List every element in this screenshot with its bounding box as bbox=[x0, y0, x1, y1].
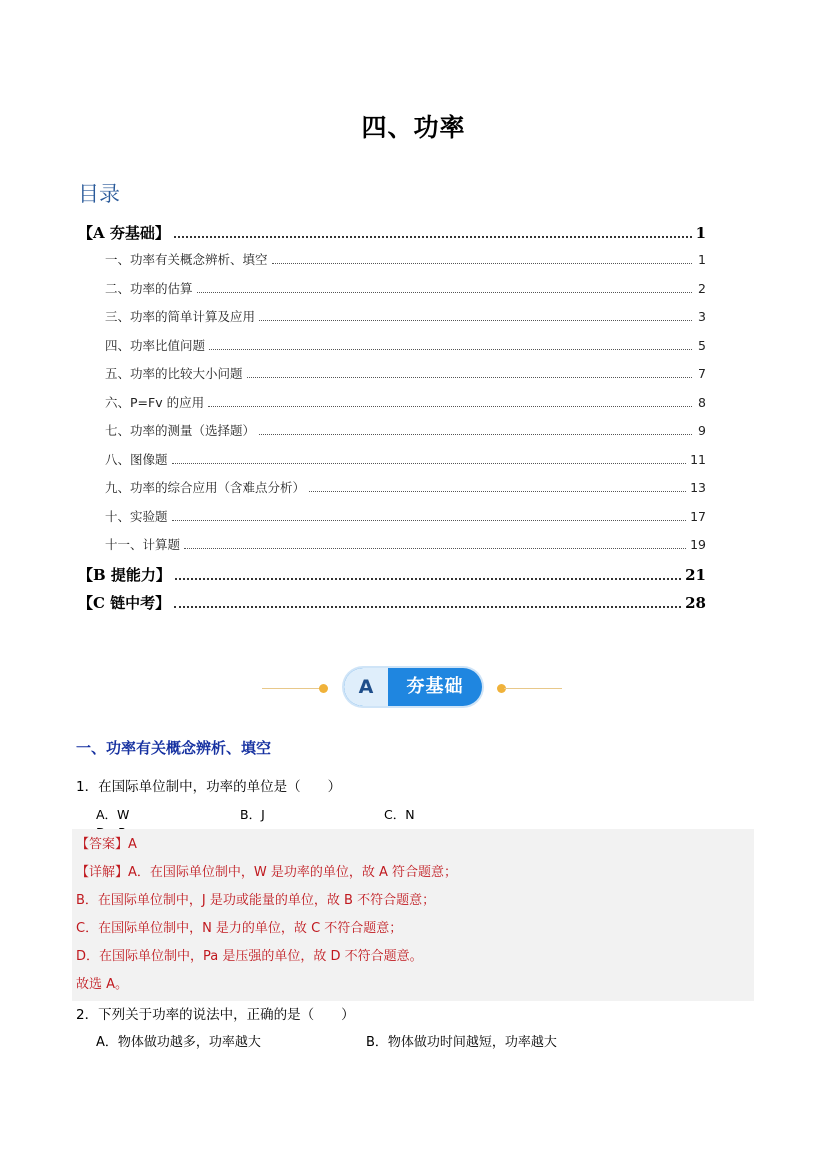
question-1-stem: 1．在国际单位制中，功率的单位是（ ） bbox=[76, 779, 342, 795]
toc-item-label: 八、图像题 bbox=[105, 451, 168, 467]
toc-page-number: 8 bbox=[698, 394, 706, 410]
toc-section-c-label: 【C 链中考】 bbox=[78, 593, 171, 612]
toc-heading: 目录 bbox=[78, 182, 120, 206]
toc-page-number: 28 bbox=[685, 593, 706, 612]
option-a: A．物体做功越多，功率越大 bbox=[96, 1035, 261, 1050]
toc-item[interactable] bbox=[78, 478, 706, 507]
toc-section-c[interactable] bbox=[78, 592, 706, 616]
question-2-options bbox=[96, 1031, 656, 1050]
toc-page-number: 19 bbox=[690, 537, 706, 552]
toc-item[interactable] bbox=[78, 450, 706, 479]
banner-letter: A bbox=[344, 668, 388, 706]
toc-item-label: 二、功率的估算 bbox=[105, 280, 193, 296]
toc-item-label: 一、功率有关概念辨析、填空 bbox=[105, 252, 268, 267]
toc-page-number: 2 bbox=[698, 280, 706, 296]
toc-item[interactable] bbox=[78, 393, 706, 422]
banner-line-right bbox=[504, 688, 562, 689]
toc-leader bbox=[208, 406, 692, 407]
option-a: A．W bbox=[96, 807, 130, 822]
explanation-line-4: D．在国际单位制中，Pa 是压强的单位，故 D 不符合题意。 bbox=[76, 949, 423, 964]
toc-item-label: 五、功率的比较大小问题 bbox=[105, 366, 243, 381]
answer-line: 【答案】A bbox=[76, 837, 137, 852]
toc-item[interactable] bbox=[78, 250, 706, 279]
toc-section-b[interactable] bbox=[78, 564, 706, 588]
toc-item-label: 七、功率的测量（选择题） bbox=[105, 423, 256, 438]
toc-leader bbox=[172, 520, 687, 521]
toc-page-number: 17 bbox=[690, 508, 706, 524]
toc-page-number: 1 bbox=[695, 224, 706, 242]
toc-leader bbox=[174, 606, 681, 608]
banner-dot-left bbox=[319, 684, 328, 693]
toc-item[interactable] bbox=[78, 535, 706, 564]
toc-item-label: 十一、计算题 bbox=[105, 537, 181, 552]
section-heading: 一、功率有关概念辨析、填空 bbox=[76, 739, 272, 757]
toc-item[interactable] bbox=[78, 507, 706, 536]
table-of-contents bbox=[78, 222, 706, 616]
toc-item-label: 四、功率比值问题 bbox=[105, 337, 206, 353]
toc-page-number: 13 bbox=[690, 480, 706, 495]
toc-leader bbox=[184, 548, 686, 549]
toc-page-number: 5 bbox=[698, 337, 706, 353]
toc-item-label: 十、实验题 bbox=[105, 508, 168, 524]
toc-leader bbox=[247, 377, 692, 378]
banner-pill bbox=[344, 668, 482, 706]
toc-leader bbox=[259, 320, 692, 321]
toc-leader bbox=[197, 292, 692, 293]
toc-page-number: 7 bbox=[698, 366, 706, 381]
toc-leader bbox=[259, 434, 692, 435]
section-banner bbox=[262, 668, 562, 708]
toc-item[interactable] bbox=[78, 279, 706, 308]
toc-section-a-label: 【A 夯基础】 bbox=[78, 224, 170, 242]
toc-item-label: 三、功率的简单计算及应用 bbox=[105, 309, 256, 324]
option-b: B．J bbox=[240, 807, 265, 822]
explanation-line-3: C．在国际单位制中，N 是力的单位，故 C 不符合题意； bbox=[76, 921, 403, 936]
explanation-line-2: B．在国际单位制中，J 是功或能量的单位，故 B 不符合题意； bbox=[76, 893, 436, 908]
toc-item[interactable] bbox=[78, 421, 706, 450]
toc-item[interactable] bbox=[78, 364, 706, 393]
toc-page-number: 9 bbox=[698, 423, 706, 438]
option-b: B．物体做功时间越短，功率越大 bbox=[366, 1035, 557, 1050]
toc-page-number: 21 bbox=[685, 565, 706, 584]
option-c: C．N bbox=[384, 807, 415, 822]
toc-page-number: 1 bbox=[698, 252, 706, 267]
explanation-line-5: 故选 A。 bbox=[76, 977, 129, 992]
question-2-stem: 2．下列关于功率的说法中，正确的是（ ） bbox=[76, 1007, 355, 1023]
toc-leader bbox=[175, 578, 681, 580]
toc-item[interactable] bbox=[78, 307, 706, 336]
banner-label: 夯基础 bbox=[406, 676, 464, 697]
toc-section-a[interactable] bbox=[78, 222, 706, 246]
toc-item-label: 九、功率的综合应用（含难点分析） bbox=[105, 480, 306, 495]
toc-page-number: 3 bbox=[698, 309, 706, 324]
toc-leader bbox=[309, 491, 686, 492]
explanation-line-1: 【详解】A．在国际单位制中，W 是功率的单位，故 A 符合题意； bbox=[76, 865, 458, 880]
toc-leader bbox=[174, 236, 692, 238]
toc-item[interactable] bbox=[78, 336, 706, 365]
toc-leader bbox=[272, 263, 692, 264]
page-title: 四、功率 bbox=[361, 113, 466, 142]
toc-leader bbox=[172, 463, 687, 464]
answer-box bbox=[72, 829, 754, 1001]
toc-section-b-label: 【B 提能力】 bbox=[78, 565, 171, 584]
banner-line-left bbox=[262, 688, 320, 689]
toc-page-number: 11 bbox=[690, 451, 706, 467]
toc-leader bbox=[209, 349, 692, 350]
toc-item-label: 六、P=Fv 的应用 bbox=[105, 394, 205, 410]
